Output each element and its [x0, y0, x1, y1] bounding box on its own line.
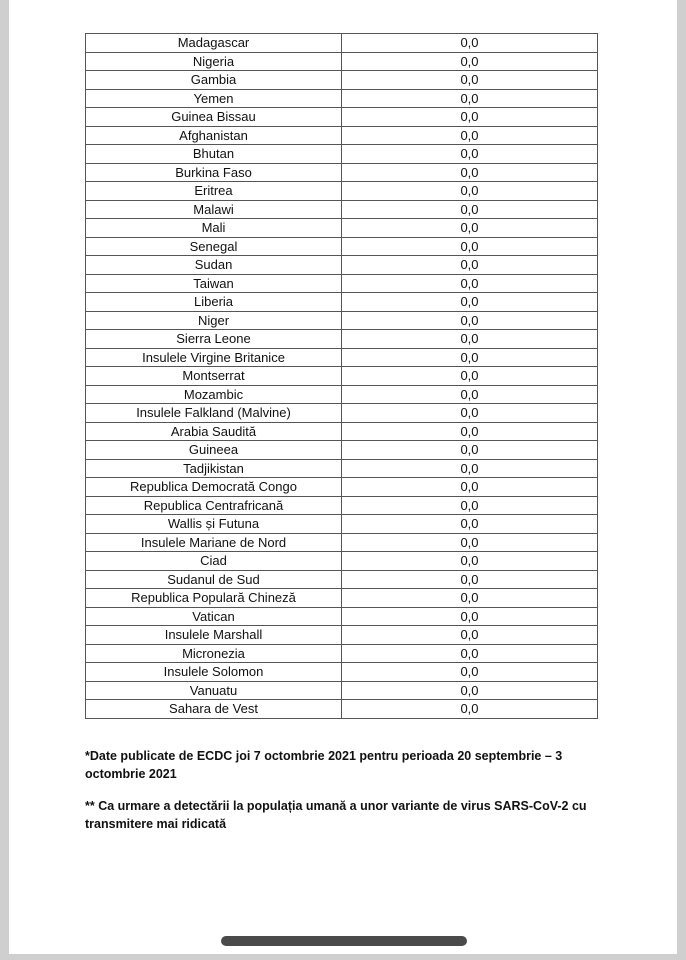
value-cell: 0,0 — [342, 330, 598, 349]
left-frame-border — [0, 0, 9, 960]
table-row — [86, 274, 598, 293]
table-row — [86, 385, 598, 404]
country-cell: Sudanul de Sud — [86, 570, 342, 589]
value-cell: 0,0 — [342, 274, 598, 293]
value-cell: 0,0 — [342, 385, 598, 404]
table-row — [86, 126, 598, 145]
country-cell: Insulele Solomon — [86, 663, 342, 682]
value-cell: 0,0 — [342, 71, 598, 90]
country-cell: Gambia — [86, 71, 342, 90]
table-row — [86, 459, 598, 478]
country-incidence-table — [85, 33, 598, 719]
table-row — [86, 311, 598, 330]
country-cell: Madagascar — [86, 34, 342, 53]
table-row — [86, 552, 598, 571]
value-cell: 0,0 — [342, 163, 598, 182]
country-cell: Guinea Bissau — [86, 108, 342, 127]
country-cell: Insulele Marshall — [86, 626, 342, 645]
table-row — [86, 404, 598, 423]
value-cell: 0,0 — [342, 607, 598, 626]
table-row — [86, 108, 598, 127]
table-row — [86, 52, 598, 71]
country-cell: Insulele Virgine Britanice — [86, 348, 342, 367]
table-row — [86, 570, 598, 589]
value-cell: 0,0 — [342, 570, 598, 589]
table-row — [86, 163, 598, 182]
value-cell: 0,0 — [342, 533, 598, 552]
country-cell: Insulele Mariane de Nord — [86, 533, 342, 552]
value-cell: 0,0 — [342, 515, 598, 534]
table-row — [86, 219, 598, 238]
table-row — [86, 71, 598, 90]
table-row — [86, 681, 598, 700]
value-cell: 0,0 — [342, 145, 598, 164]
table-row — [86, 145, 598, 164]
value-cell: 0,0 — [342, 644, 598, 663]
country-cell: Liberia — [86, 293, 342, 312]
table-row — [86, 644, 598, 663]
table-row — [86, 330, 598, 349]
value-cell: 0,0 — [342, 367, 598, 386]
value-cell: 0,0 — [342, 700, 598, 719]
table-row — [86, 607, 598, 626]
country-cell: Guineea — [86, 441, 342, 460]
value-cell: 0,0 — [342, 89, 598, 108]
value-cell: 0,0 — [342, 200, 598, 219]
country-cell: Mali — [86, 219, 342, 238]
table-row — [86, 367, 598, 386]
table-row — [86, 200, 598, 219]
table-row — [86, 422, 598, 441]
table-row — [86, 182, 598, 201]
country-cell: Bhutan — [86, 145, 342, 164]
country-cell: Sierra Leone — [86, 330, 342, 349]
table-row — [86, 626, 598, 645]
country-cell: Insulele Falkland (Malvine) — [86, 404, 342, 423]
table-row — [86, 700, 598, 719]
value-cell: 0,0 — [342, 496, 598, 515]
value-cell: 0,0 — [342, 681, 598, 700]
table-row — [86, 256, 598, 275]
country-cell: Burkina Faso — [86, 163, 342, 182]
country-cell: Taiwan — [86, 274, 342, 293]
table-row — [86, 34, 598, 53]
value-cell: 0,0 — [342, 219, 598, 238]
country-cell: Tadjikistan — [86, 459, 342, 478]
country-cell: Micronezia — [86, 644, 342, 663]
value-cell: 0,0 — [342, 441, 598, 460]
table-row — [86, 515, 598, 534]
country-cell: Mozambic — [86, 385, 342, 404]
home-indicator-bar[interactable] — [221, 936, 467, 946]
value-cell: 0,0 — [342, 108, 598, 127]
table-body — [86, 34, 598, 719]
country-cell: Niger — [86, 311, 342, 330]
value-cell: 0,0 — [342, 404, 598, 423]
table-row — [86, 89, 598, 108]
value-cell: 0,0 — [342, 52, 598, 71]
value-cell: 0,0 — [342, 663, 598, 682]
value-cell: 0,0 — [342, 422, 598, 441]
value-cell: 0,0 — [342, 126, 598, 145]
table-row — [86, 348, 598, 367]
country-cell: Republica Democrată Congo — [86, 478, 342, 497]
country-cell: Eritrea — [86, 182, 342, 201]
value-cell: 0,0 — [342, 237, 598, 256]
value-cell: 0,0 — [342, 182, 598, 201]
country-cell: Sahara de Vest — [86, 700, 342, 719]
country-cell: Vatican — [86, 607, 342, 626]
table-row — [86, 441, 598, 460]
country-cell: Vanuatu — [86, 681, 342, 700]
table-row — [86, 478, 598, 497]
country-cell: Republica Centrafricană — [86, 496, 342, 515]
table-row — [86, 663, 598, 682]
table-row — [86, 293, 598, 312]
table-row — [86, 533, 598, 552]
value-cell: 0,0 — [342, 34, 598, 53]
country-cell: Malawi — [86, 200, 342, 219]
bottom-frame-border — [0, 954, 686, 960]
table-row — [86, 496, 598, 515]
footnote-variants: ** Ca urmare a detectării la populația umană a unor variante de virus SARS-CoV-2 cu transmitere mai ridicată — [85, 799, 587, 831]
table-row — [86, 237, 598, 256]
value-cell: 0,0 — [342, 293, 598, 312]
value-cell: 0,0 — [342, 589, 598, 608]
country-cell: Senegal — [86, 237, 342, 256]
value-cell: 0,0 — [342, 256, 598, 275]
country-cell: Sudan — [86, 256, 342, 275]
value-cell: 0,0 — [342, 478, 598, 497]
value-cell: 0,0 — [342, 552, 598, 571]
country-cell: Arabia Saudită — [86, 422, 342, 441]
value-cell: 0,0 — [342, 311, 598, 330]
value-cell: 0,0 — [342, 459, 598, 478]
country-cell: Afghanistan — [86, 126, 342, 145]
country-cell: Ciad — [86, 552, 342, 571]
country-cell: Nigeria — [86, 52, 342, 71]
footnote-data-source: *Date publicate de ECDC joi 7 octombrie 2021 pentru perioada 20 septembrie – 3 octombrie 2021 — [85, 749, 563, 781]
country-cell: Montserrat — [86, 367, 342, 386]
country-cell: Wallis și Futuna — [86, 515, 342, 534]
table-row — [86, 589, 598, 608]
value-cell: 0,0 — [342, 348, 598, 367]
value-cell: 0,0 — [342, 626, 598, 645]
right-frame-border — [677, 0, 686, 960]
country-cell: Yemen — [86, 89, 342, 108]
country-cell: Republica Populară Chineză — [86, 589, 342, 608]
